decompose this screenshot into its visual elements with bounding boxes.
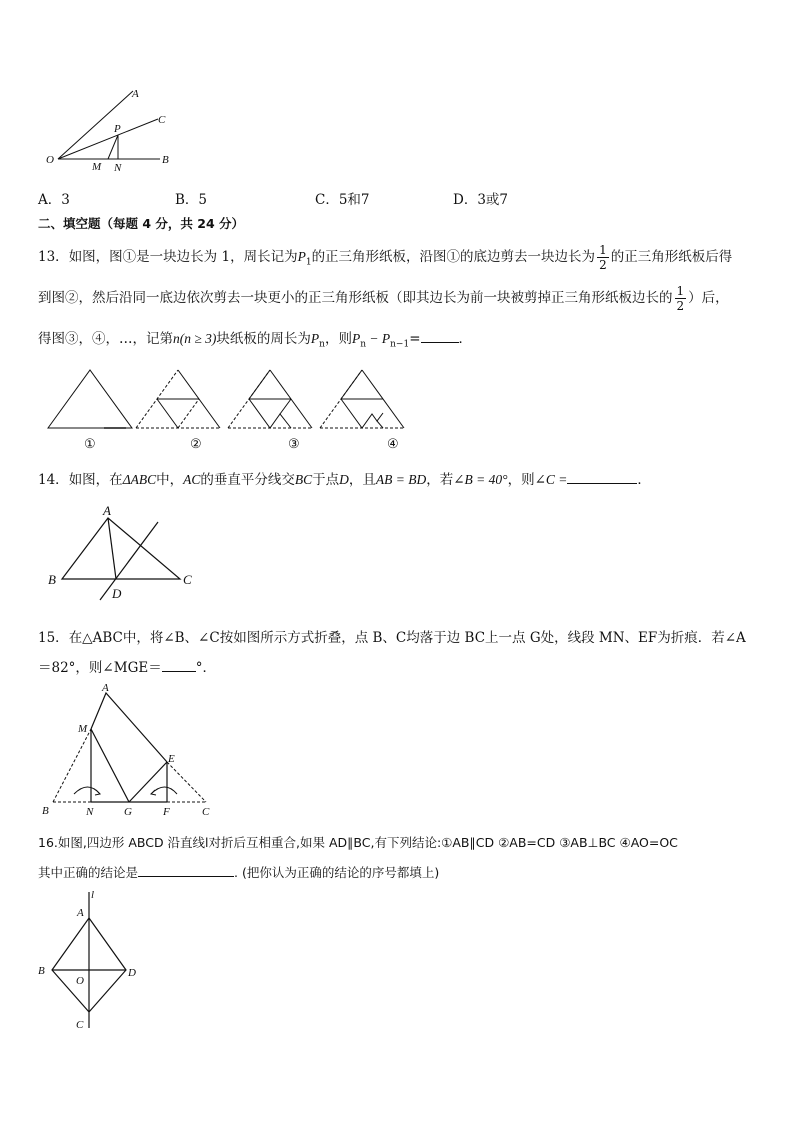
q14-answer-blank[interactable] [567, 471, 637, 484]
q16-answer-blank[interactable] [138, 864, 234, 877]
q12-label-M: M [92, 161, 102, 173]
q15-line-1: 15．在△ABC中，将∠B、∠C按如图所示方式折叠，点 B、C均落于边 BC上一点 G处，线段 MN、EF为折痕．若∠A [38, 630, 746, 646]
q13-fraction-half: $\frac{1}{2}$ [599, 243, 607, 272]
q12-label-B: B [162, 154, 169, 166]
q12-label-N: N [114, 162, 122, 174]
q13-fig-label-1: ① [84, 436, 96, 451]
q12-label-C: C [158, 114, 166, 126]
q15-label-F: F [163, 806, 170, 818]
q15-fold-figure [38, 682, 228, 820]
q16-label-A: A [77, 907, 84, 919]
q15-label-C: C [202, 806, 210, 818]
q15-answer-blank[interactable] [162, 659, 196, 672]
q15-label-M: M [78, 723, 88, 735]
q13-line-2: 到图②，然后沿同一底边依次剪去一块更小的正三角形纸板（即其边长为前一块被剪掉正三角形纸板边长的 $\frac{1}{2}$ ）后， [38, 284, 729, 313]
q13-line-3: 得图③，④，…，记第n(n ≥ 3)块纸板的周长为$P_n$，则$P_n - P_{n-1}=$ ． [38, 331, 472, 350]
q16-label-B: B [38, 965, 45, 977]
q15-line-2: ＝82°，则∠MGE＝ °． [38, 660, 216, 676]
q14-label-B: B [48, 572, 56, 587]
q12-option-a: A．3 [38, 192, 70, 208]
q13-fig-label-3: ③ [288, 436, 300, 451]
q16-label-O: O [76, 975, 84, 987]
q13-answer-blank[interactable] [421, 330, 459, 343]
q13-number: 13． [38, 249, 69, 265]
section-heading: 二、填空题（每题 4 分，共 24 分） [38, 216, 245, 231]
q15-label-N: N [86, 806, 94, 818]
q12-label-A: A [132, 88, 139, 100]
q12-angle-figure [38, 82, 188, 177]
q14-line-1: 14．如图，在ΔABC中，AC的垂直平分线交BC于点D，且AB = BD，若∠B = 40°，则∠C = ． [38, 472, 651, 488]
q15-label-A: A [102, 682, 109, 694]
q14-label-D: D [112, 586, 122, 601]
q13-line-1: 13．如图，图①是一块边长为 1，周长记为$P_1$的正三角形纸板，沿图①的底边剪去一块边长为 $\frac{1}{2}$ 的正三角形纸板后得 [38, 243, 733, 272]
q15-label-E: E [168, 753, 175, 765]
q12-option-b: B．5 [175, 192, 208, 208]
q16-label-C: C [76, 1019, 84, 1031]
q14-triangle-figure [40, 500, 210, 605]
q15-number: 15． [38, 630, 69, 646]
q16-quadrilateral-figure [34, 886, 154, 1034]
q15-label-G: G [124, 806, 132, 818]
q14-label-A: A [103, 503, 111, 518]
q12-label-P: P [114, 123, 121, 135]
q16-line-2: 其中正确的结论是 . (把你认为正确的结论的序号都填上) [38, 865, 440, 880]
q12-option-d: D．3或7 [453, 192, 509, 208]
q13-fig-label-2: ② [190, 436, 202, 451]
q14-label-C: C [183, 572, 192, 587]
q16-label-l: l [91, 889, 95, 901]
q14-number: 14． [38, 472, 69, 488]
q12-option-c: C．5和7 [315, 192, 370, 208]
q16-line-1: 16.如图,四边形 ABCD 沿直线l对折后互相重合,如果 AD∥BC,有下列结论:①AB∥CD ②AB=CD ③AB⊥BC ④AO=OC [38, 835, 678, 850]
q13-fig-label-4: ④ [387, 436, 399, 451]
q12-label-O: O [46, 154, 54, 166]
q15-label-B: B [42, 805, 49, 817]
q13-triangle-figures [40, 362, 420, 457]
q13-fraction-half-2: $\frac{1}{2}$ [676, 284, 685, 313]
q16-label-D: D [128, 967, 136, 979]
